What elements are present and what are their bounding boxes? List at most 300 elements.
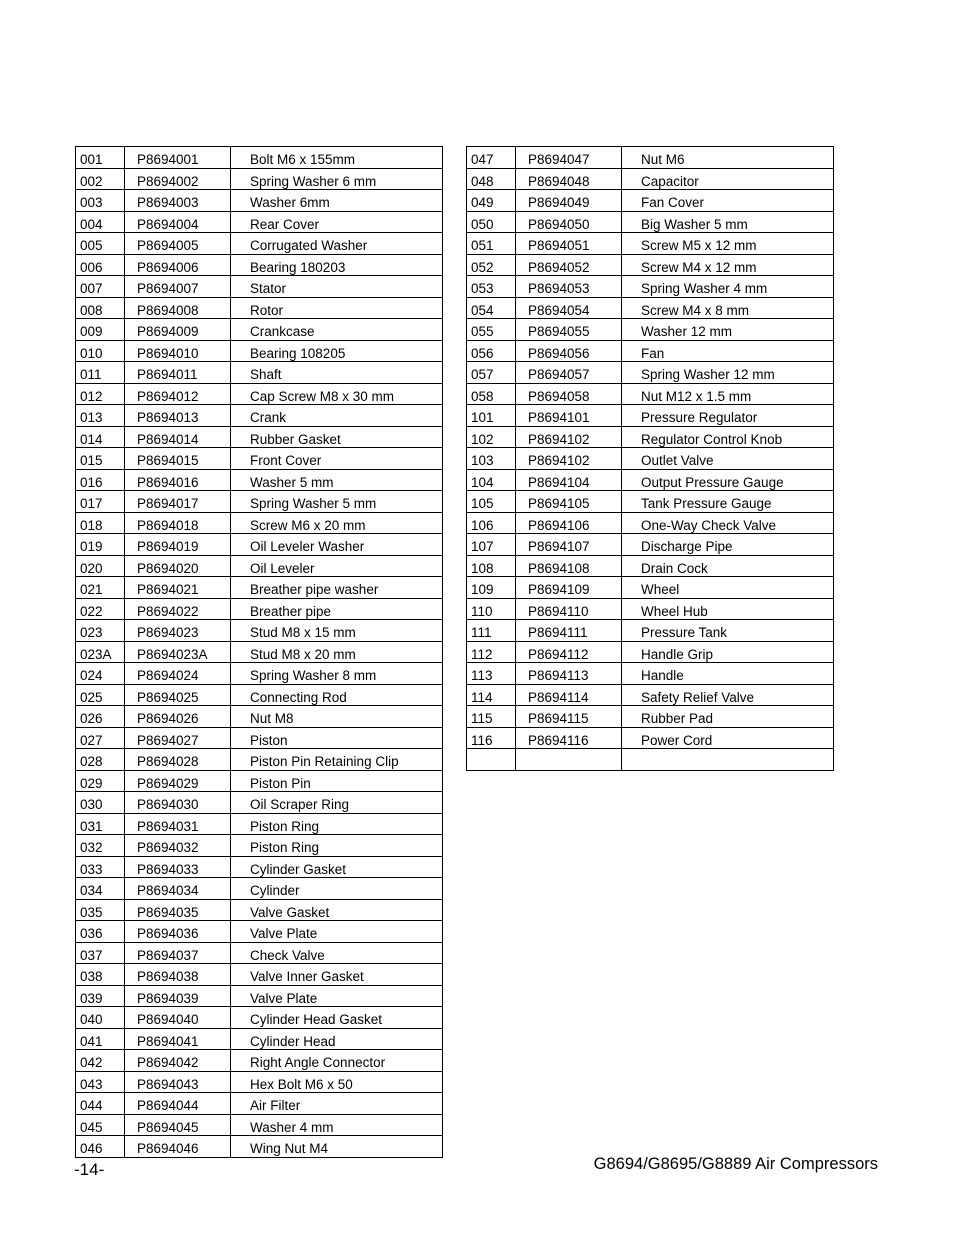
table-row bbox=[76, 233, 443, 255]
table-row bbox=[467, 190, 834, 212]
part-number-cell: P8694006 bbox=[125, 254, 231, 276]
ref-number-cell: 024 bbox=[76, 663, 125, 685]
description-cell: Fan Cover bbox=[622, 190, 834, 212]
ref-number-cell: 049 bbox=[467, 190, 516, 212]
table-row bbox=[467, 663, 834, 685]
part-number-cell: P8694015 bbox=[125, 448, 231, 470]
description-cell: Drain Cock bbox=[622, 555, 834, 577]
ref-number-cell: 020 bbox=[76, 555, 125, 577]
description-cell: Wheel bbox=[622, 577, 834, 599]
table-row bbox=[76, 276, 443, 298]
table-row bbox=[76, 1007, 443, 1029]
part-number-cell: P8694050 bbox=[516, 211, 622, 233]
description-cell: Spring Washer 6 mm bbox=[231, 168, 443, 190]
table-row bbox=[467, 340, 834, 362]
ref-number-cell: 016 bbox=[76, 469, 125, 491]
part-number-cell: P8694048 bbox=[516, 168, 622, 190]
description-cell: Screw M4 x 12 mm bbox=[622, 254, 834, 276]
table-row bbox=[76, 813, 443, 835]
description-cell: Corrugated Washer bbox=[231, 233, 443, 255]
part-number-cell: P8694022 bbox=[125, 598, 231, 620]
ref-number-cell: 044 bbox=[76, 1093, 125, 1115]
table-row bbox=[76, 147, 443, 169]
ref-number-cell: 046 bbox=[76, 1136, 125, 1158]
table-row bbox=[76, 835, 443, 857]
description-cell: Handle Grip bbox=[622, 641, 834, 663]
ref-number-cell: 030 bbox=[76, 792, 125, 814]
ref-number-cell: 023 bbox=[76, 620, 125, 642]
ref-number-cell: 110 bbox=[467, 598, 516, 620]
ref-number-cell: 045 bbox=[76, 1114, 125, 1136]
table-row bbox=[76, 1028, 443, 1050]
part-number-cell: P8694027 bbox=[125, 727, 231, 749]
table-row bbox=[467, 168, 834, 190]
ref-number-cell: 048 bbox=[467, 168, 516, 190]
ref-number-cell: 106 bbox=[467, 512, 516, 534]
description-cell: Screw M5 x 12 mm bbox=[622, 233, 834, 255]
description-cell: Power Cord bbox=[622, 727, 834, 749]
table-row bbox=[467, 641, 834, 663]
description-cell: Output Pressure Gauge bbox=[622, 469, 834, 491]
description-cell: Wing Nut M4 bbox=[231, 1136, 443, 1158]
ref-number-cell: 005 bbox=[76, 233, 125, 255]
description-cell: Crank bbox=[231, 405, 443, 427]
part-number-cell: P8694016 bbox=[125, 469, 231, 491]
part-number-cell: P8694012 bbox=[125, 383, 231, 405]
table-row bbox=[76, 383, 443, 405]
description-cell: Outlet Valve bbox=[622, 448, 834, 470]
table-row bbox=[467, 749, 834, 771]
table-row bbox=[76, 211, 443, 233]
ref-number-cell: 033 bbox=[76, 856, 125, 878]
description-cell: Valve Gasket bbox=[231, 899, 443, 921]
part-number-cell: P8694047 bbox=[516, 147, 622, 169]
part-number-cell: P8694009 bbox=[125, 319, 231, 341]
part-number-cell: P8694104 bbox=[516, 469, 622, 491]
ref-number-cell: 018 bbox=[76, 512, 125, 534]
table-row bbox=[467, 598, 834, 620]
part-number-cell: P8694107 bbox=[516, 534, 622, 556]
description-cell bbox=[622, 749, 834, 771]
part-number-cell: P8694052 bbox=[516, 254, 622, 276]
description-cell: Screw M6 x 20 mm bbox=[231, 512, 443, 534]
part-number-cell: P8694114 bbox=[516, 684, 622, 706]
ref-number-cell: 025 bbox=[76, 684, 125, 706]
part-number-cell: P8694102 bbox=[516, 426, 622, 448]
part-number-cell: P8694005 bbox=[125, 233, 231, 255]
description-cell: Rubber Gasket bbox=[231, 426, 443, 448]
ref-number-cell: 052 bbox=[467, 254, 516, 276]
table-row bbox=[467, 383, 834, 405]
table-row bbox=[76, 620, 443, 642]
ref-number-cell: 001 bbox=[76, 147, 125, 169]
ref-number-cell: 040 bbox=[76, 1007, 125, 1029]
description-cell: Oil Scraper Ring bbox=[231, 792, 443, 814]
part-number-cell: P8694044 bbox=[125, 1093, 231, 1115]
description-cell: Rear Cover bbox=[231, 211, 443, 233]
ref-number-cell: 112 bbox=[467, 641, 516, 663]
description-cell: Cylinder Head Gasket bbox=[231, 1007, 443, 1029]
document-title: G8694/G8695/G8889 Air Compressors bbox=[593, 1155, 878, 1173]
table-row bbox=[467, 405, 834, 427]
description-cell: Spring Washer 8 mm bbox=[231, 663, 443, 685]
part-number-cell: P8694057 bbox=[516, 362, 622, 384]
table-row bbox=[467, 147, 834, 169]
table-row bbox=[467, 555, 834, 577]
ref-number-cell: 011 bbox=[76, 362, 125, 384]
part-number-cell: P8694003 bbox=[125, 190, 231, 212]
table-row bbox=[76, 641, 443, 663]
description-cell: Capacitor bbox=[622, 168, 834, 190]
table-row bbox=[76, 1071, 443, 1093]
ref-number-cell: 113 bbox=[467, 663, 516, 685]
parts-table-right bbox=[466, 146, 834, 771]
part-number-cell: P8694113 bbox=[516, 663, 622, 685]
part-number-cell: P8694029 bbox=[125, 770, 231, 792]
ref-number-cell: 029 bbox=[76, 770, 125, 792]
ref-number-cell: 006 bbox=[76, 254, 125, 276]
part-number-cell: P8694032 bbox=[125, 835, 231, 857]
part-number-cell: P8694034 bbox=[125, 878, 231, 900]
part-number-cell: P8694109 bbox=[516, 577, 622, 599]
ref-number-cell: 055 bbox=[467, 319, 516, 341]
ref-number-cell: 027 bbox=[76, 727, 125, 749]
part-number-cell: P8694105 bbox=[516, 491, 622, 513]
ref-number-cell bbox=[467, 749, 516, 771]
table-row bbox=[76, 749, 443, 771]
part-number-cell: P8694049 bbox=[516, 190, 622, 212]
description-cell: Handle bbox=[622, 663, 834, 685]
description-cell: Valve Plate bbox=[231, 921, 443, 943]
ref-number-cell: 026 bbox=[76, 706, 125, 728]
ref-number-cell: 009 bbox=[76, 319, 125, 341]
ref-number-cell: 115 bbox=[467, 706, 516, 728]
description-cell: Front Cover bbox=[231, 448, 443, 470]
ref-number-cell: 007 bbox=[76, 276, 125, 298]
description-cell: Rubber Pad bbox=[622, 706, 834, 728]
table-row bbox=[467, 233, 834, 255]
part-number-cell: P8694024 bbox=[125, 663, 231, 685]
ref-number-cell: 013 bbox=[76, 405, 125, 427]
table-row bbox=[467, 534, 834, 556]
description-cell: Oil Leveler bbox=[231, 555, 443, 577]
description-cell: Washer 12 mm bbox=[622, 319, 834, 341]
ref-number-cell: 014 bbox=[76, 426, 125, 448]
table-row bbox=[76, 362, 443, 384]
ref-number-cell: 056 bbox=[467, 340, 516, 362]
ref-number-cell: 111 bbox=[467, 620, 516, 642]
ref-number-cell: 102 bbox=[467, 426, 516, 448]
table-row bbox=[76, 469, 443, 491]
part-number-cell: P8694019 bbox=[125, 534, 231, 556]
description-cell: Air Filter bbox=[231, 1093, 443, 1115]
ref-number-cell: 008 bbox=[76, 297, 125, 319]
description-cell: Spring Washer 5 mm bbox=[231, 491, 443, 513]
table-row bbox=[467, 319, 834, 341]
description-cell: Valve Inner Gasket bbox=[231, 964, 443, 986]
description-cell: Check Valve bbox=[231, 942, 443, 964]
ref-number-cell: 019 bbox=[76, 534, 125, 556]
table-row bbox=[467, 297, 834, 319]
description-cell: Breather pipe bbox=[231, 598, 443, 620]
description-cell: Stator bbox=[231, 276, 443, 298]
table-row bbox=[467, 706, 834, 728]
table-row bbox=[467, 577, 834, 599]
ref-number-cell: 105 bbox=[467, 491, 516, 513]
part-number-cell: P8694030 bbox=[125, 792, 231, 814]
table-row bbox=[76, 770, 443, 792]
part-number-cell: P8694002 bbox=[125, 168, 231, 190]
part-number-cell: P8694116 bbox=[516, 727, 622, 749]
ref-number-cell: 101 bbox=[467, 405, 516, 427]
part-number-cell: P8694028 bbox=[125, 749, 231, 771]
ref-number-cell: 032 bbox=[76, 835, 125, 857]
table-row bbox=[76, 1093, 443, 1115]
ref-number-cell: 047 bbox=[467, 147, 516, 169]
part-number-cell: P8694039 bbox=[125, 985, 231, 1007]
description-cell: Cylinder bbox=[231, 878, 443, 900]
ref-number-cell: 023A bbox=[76, 641, 125, 663]
ref-number-cell: 028 bbox=[76, 749, 125, 771]
part-number-cell: P8694013 bbox=[125, 405, 231, 427]
part-number-cell: P8694036 bbox=[125, 921, 231, 943]
table-row bbox=[76, 340, 443, 362]
ref-number-cell: 114 bbox=[467, 684, 516, 706]
description-cell: Fan bbox=[622, 340, 834, 362]
part-number-cell: P8694037 bbox=[125, 942, 231, 964]
ref-number-cell: 050 bbox=[467, 211, 516, 233]
ref-number-cell: 043 bbox=[76, 1071, 125, 1093]
table-row bbox=[76, 598, 443, 620]
table-row bbox=[467, 254, 834, 276]
ref-number-cell: 051 bbox=[467, 233, 516, 255]
description-cell: Nut M6 bbox=[622, 147, 834, 169]
description-cell: Washer 6mm bbox=[231, 190, 443, 212]
description-cell: Cylinder Head bbox=[231, 1028, 443, 1050]
table-row bbox=[76, 663, 443, 685]
description-cell: Pressure Regulator bbox=[622, 405, 834, 427]
description-cell: Stud M8 x 20 mm bbox=[231, 641, 443, 663]
description-cell: Bearing 108205 bbox=[231, 340, 443, 362]
ref-number-cell: 108 bbox=[467, 555, 516, 577]
part-number-cell: P8694041 bbox=[125, 1028, 231, 1050]
table-row bbox=[76, 448, 443, 470]
table-row bbox=[76, 405, 443, 427]
part-number-cell: P8694110 bbox=[516, 598, 622, 620]
description-cell: One-Way Check Valve bbox=[622, 512, 834, 534]
part-number-cell: P8694051 bbox=[516, 233, 622, 255]
part-number-cell: P8694106 bbox=[516, 512, 622, 534]
description-cell: Pressure Tank bbox=[622, 620, 834, 642]
table-row bbox=[76, 921, 443, 943]
table-row bbox=[467, 491, 834, 513]
part-number-cell: P8694102 bbox=[516, 448, 622, 470]
description-cell: Stud M8 x 15 mm bbox=[231, 620, 443, 642]
description-cell: Cap Screw M8 x 30 mm bbox=[231, 383, 443, 405]
ref-number-cell: 109 bbox=[467, 577, 516, 599]
ref-number-cell: 002 bbox=[76, 168, 125, 190]
part-number-cell: P8694033 bbox=[125, 856, 231, 878]
description-cell: Cylinder Gasket bbox=[231, 856, 443, 878]
ref-number-cell: 031 bbox=[76, 813, 125, 835]
description-cell: Piston Pin Retaining Clip bbox=[231, 749, 443, 771]
table-row bbox=[76, 555, 443, 577]
table-row bbox=[76, 168, 443, 190]
description-cell: Piston Pin bbox=[231, 770, 443, 792]
ref-number-cell: 021 bbox=[76, 577, 125, 599]
description-cell: Nut M12 x 1.5 mm bbox=[622, 383, 834, 405]
description-cell: Piston Ring bbox=[231, 813, 443, 835]
ref-number-cell: 034 bbox=[76, 878, 125, 900]
part-number-cell: P8694031 bbox=[125, 813, 231, 835]
table-row bbox=[76, 1114, 443, 1136]
ref-number-cell: 022 bbox=[76, 598, 125, 620]
part-number-cell: P8694021 bbox=[125, 577, 231, 599]
description-cell: Bearing 180203 bbox=[231, 254, 443, 276]
table-row bbox=[467, 362, 834, 384]
table-row bbox=[76, 491, 443, 513]
table-row bbox=[76, 727, 443, 749]
ref-number-cell: 054 bbox=[467, 297, 516, 319]
ref-number-cell: 036 bbox=[76, 921, 125, 943]
table-row bbox=[467, 469, 834, 491]
part-number-cell: P8694018 bbox=[125, 512, 231, 534]
part-number-cell: P8694010 bbox=[125, 340, 231, 362]
part-number-cell: P8694008 bbox=[125, 297, 231, 319]
table-row bbox=[76, 899, 443, 921]
part-number-cell: P8694001 bbox=[125, 147, 231, 169]
ref-number-cell: 103 bbox=[467, 448, 516, 470]
description-cell: Safety Relief Valve bbox=[622, 684, 834, 706]
part-number-cell bbox=[516, 749, 622, 771]
part-number-cell: P8694017 bbox=[125, 491, 231, 513]
part-number-cell: P8694046 bbox=[125, 1136, 231, 1158]
part-number-cell: P8694026 bbox=[125, 706, 231, 728]
ref-number-cell: 053 bbox=[467, 276, 516, 298]
table-row bbox=[76, 534, 443, 556]
description-cell: Bolt M6 x 155mm bbox=[231, 147, 443, 169]
ref-number-cell: 012 bbox=[76, 383, 125, 405]
part-number-cell: P8694020 bbox=[125, 555, 231, 577]
part-number-cell: P8694045 bbox=[125, 1114, 231, 1136]
description-cell: Piston bbox=[231, 727, 443, 749]
table-row bbox=[467, 448, 834, 470]
description-cell: Right Angle Connector bbox=[231, 1050, 443, 1072]
part-number-cell: P8694023A bbox=[125, 641, 231, 663]
table-row bbox=[467, 727, 834, 749]
ref-number-cell: 042 bbox=[76, 1050, 125, 1072]
part-number-cell: P8694011 bbox=[125, 362, 231, 384]
ref-number-cell: 010 bbox=[76, 340, 125, 362]
table-row bbox=[467, 684, 834, 706]
description-cell: Tank Pressure Gauge bbox=[622, 491, 834, 513]
table-row bbox=[467, 512, 834, 534]
ref-number-cell: 041 bbox=[76, 1028, 125, 1050]
part-number-cell: P8694042 bbox=[125, 1050, 231, 1072]
description-cell: Spring Washer 4 mm bbox=[622, 276, 834, 298]
ref-number-cell: 003 bbox=[76, 190, 125, 212]
description-cell: Big Washer 5 mm bbox=[622, 211, 834, 233]
table-row bbox=[76, 1136, 443, 1158]
ref-number-cell: 057 bbox=[467, 362, 516, 384]
part-number-cell: P8694053 bbox=[516, 276, 622, 298]
part-number-cell: P8694043 bbox=[125, 1071, 231, 1093]
part-number-cell: P8694108 bbox=[516, 555, 622, 577]
part-number-cell: P8694035 bbox=[125, 899, 231, 921]
table-row bbox=[76, 319, 443, 341]
table-row bbox=[76, 190, 443, 212]
parts-table-left bbox=[75, 146, 443, 1158]
description-cell: Valve Plate bbox=[231, 985, 443, 1007]
table-row bbox=[76, 706, 443, 728]
description-cell: Washer 4 mm bbox=[231, 1114, 443, 1136]
table-row bbox=[76, 856, 443, 878]
description-cell: Connecting Rod bbox=[231, 684, 443, 706]
part-number-cell: P8694055 bbox=[516, 319, 622, 341]
part-number-cell: P8694056 bbox=[516, 340, 622, 362]
table-row bbox=[76, 878, 443, 900]
ref-number-cell: 004 bbox=[76, 211, 125, 233]
table-row bbox=[76, 942, 443, 964]
part-number-cell: P8694007 bbox=[125, 276, 231, 298]
description-cell: Hex Bolt M6 x 50 bbox=[231, 1071, 443, 1093]
part-number-cell: P8694115 bbox=[516, 706, 622, 728]
table-row bbox=[76, 964, 443, 986]
table-row bbox=[76, 254, 443, 276]
description-cell: Oil Leveler Washer bbox=[231, 534, 443, 556]
ref-number-cell: 038 bbox=[76, 964, 125, 986]
part-number-cell: P8694111 bbox=[516, 620, 622, 642]
part-number-cell: P8694038 bbox=[125, 964, 231, 986]
ref-number-cell: 035 bbox=[76, 899, 125, 921]
description-cell: Wheel Hub bbox=[622, 598, 834, 620]
ref-number-cell: 037 bbox=[76, 942, 125, 964]
part-number-cell: P8694101 bbox=[516, 405, 622, 427]
description-cell: Nut M8 bbox=[231, 706, 443, 728]
ref-number-cell: 058 bbox=[467, 383, 516, 405]
part-number-cell: P8694025 bbox=[125, 684, 231, 706]
description-cell: Rotor bbox=[231, 297, 443, 319]
table-row bbox=[76, 792, 443, 814]
part-number-cell: P8694004 bbox=[125, 211, 231, 233]
ref-number-cell: 015 bbox=[76, 448, 125, 470]
table-row bbox=[76, 297, 443, 319]
description-cell: Piston Ring bbox=[231, 835, 443, 857]
table-row bbox=[467, 211, 834, 233]
description-cell: Breather pipe washer bbox=[231, 577, 443, 599]
description-cell: Discharge Pipe bbox=[622, 534, 834, 556]
part-number-cell: P8694112 bbox=[516, 641, 622, 663]
ref-number-cell: 017 bbox=[76, 491, 125, 513]
part-number-cell: P8694014 bbox=[125, 426, 231, 448]
table-row bbox=[467, 620, 834, 642]
table-row bbox=[76, 1050, 443, 1072]
table-row bbox=[467, 276, 834, 298]
table-row bbox=[76, 684, 443, 706]
description-cell: Crankcase bbox=[231, 319, 443, 341]
ref-number-cell: 116 bbox=[467, 727, 516, 749]
ref-number-cell: 104 bbox=[467, 469, 516, 491]
page-number: -14- bbox=[74, 1160, 105, 1179]
description-cell: Shaft bbox=[231, 362, 443, 384]
description-cell: Regulator Control Knob bbox=[622, 426, 834, 448]
table-row bbox=[76, 512, 443, 534]
part-number-cell: P8694023 bbox=[125, 620, 231, 642]
part-number-cell: P8694040 bbox=[125, 1007, 231, 1029]
ref-number-cell: 039 bbox=[76, 985, 125, 1007]
description-cell: Spring Washer 12 mm bbox=[622, 362, 834, 384]
ref-number-cell: 107 bbox=[467, 534, 516, 556]
